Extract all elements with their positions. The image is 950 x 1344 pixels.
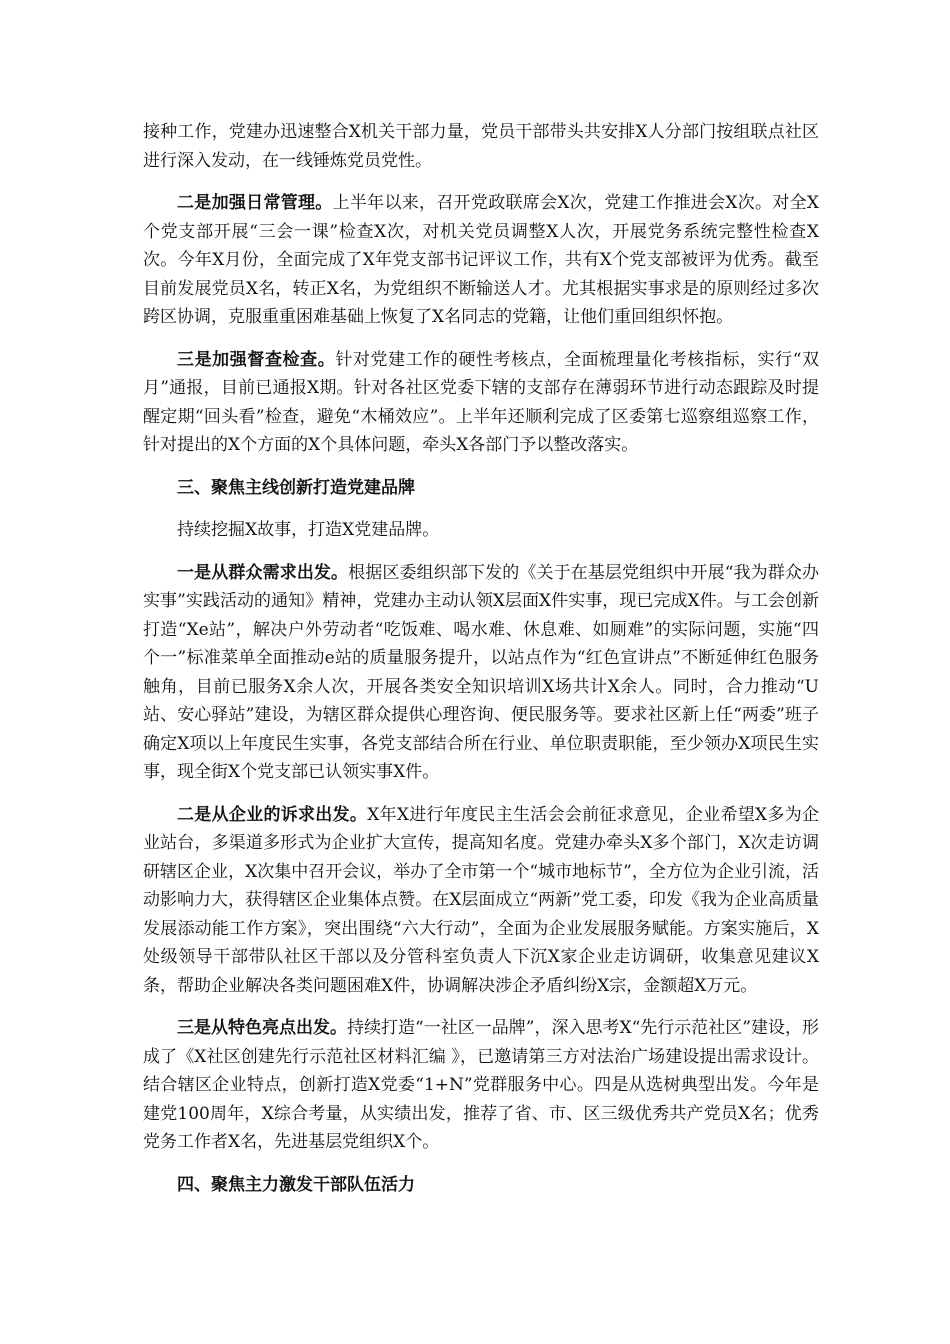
paragraph-text: 上半年以来，召开党政联席会X次，党建工作推进会X次。对全X个党支部开展“三会一课”检查X次，对机关党员调整X人次，开展党务系统完整性检查X次。今年X月份，全面完成了X年党支部书记评议工作，共有X个党支部被评为优秀。截至目前发展党员X名，转正X名，为党组织不断输送人才。尤其根据实事求是的原则经过多次跨区协调，克服重重困难基础上恢复了X名同志的党籍，让他们重回组织怀抱。 [143,193,820,327]
section-heading-3: 三、聚焦主线创新打造党建品牌 [177,477,415,498]
paragraph-text: 持续打造“一社区一品牌”，深入思考X“先行示范社区”建设，形成了《X社区创建先行示范社区材料汇编 》，已邀请第三方对法治广场建设提出需求设计。结合辖区企业特点，创新打造X党委“1+N”党群服务中心。四是从选树典型出发。今年是建党100周年，X综合考量，从实绩出发，推荐了省、市、区三级优秀共产党员X名；优秀党务工作者X名，先进基层党组织X个。 [143,1018,820,1152]
paragraph-vaccination-work [143,118,819,175]
paragraph-enterprise-needs [143,801,819,1001]
paragraph-text: X年X进行年度民主生活会会前征求意见，企业希望X多为企业站台，多渠道多形式为企业扩大宣传，提高知名度。党建办牵头X多个部门，X次走访调研辖区企业，X次集中召开会议，举办了全市第一个“城市地标节”，全方位为企业引流，活动影响力大，获得辖区企业集体点赞。在X层面成立“两新”党工委，印发《我为企业高质量发展添动能工作方案》，突出围绕“六大行动”，全面为企业发展服务赋能。方案实施后，X处级领导干部带队社区干部以及分管科室负责人下沉X家企业走访调研，收集意见建议X条，帮助企业解决各类问题困难X件，协调解决涉企矛盾纠纷X宗，金额超X万元。 [143,804,820,996]
section-heading-4: 四、聚焦主力激发干部队伍活力 [177,1174,415,1195]
paragraph-lead: 二是从企业的诉求出发。 [177,804,368,825]
paragraph-text: 根据区委组织部下发的《关于在基层党组织中开展“我为群众办实事”实践活动的通知》精神，党建办主动认领X层面X件实事，现已完成X件。与工会创新打造“Xe站”，解决户外劳动者“吃饭难、喝水难、休息难、如厕难”的实际问题，实施“四个一”标准菜单全面推动e站的质量服务提升，以站点作为“红色宣讲点”不断延伸红色服务触角，目前已服务X余人次，开展各类安全知识培训X场共计X余人。同时，合力推动“U站、安心驿站”建设，为辖区群众提供心理咨询、便民服务等。要求社区新上任“两委”班子确定X项以上年度民生实事，各党支部结合所在行业、单位职责职能，至少领办X项民生实事，现全街X个党支部已认领实事X件。 [143,562,819,782]
paragraph-daily-management [143,189,819,332]
paragraph-lead: 一是从群众需求出发。 [177,562,349,583]
paragraph-lead: 二是加强日常管理。 [177,193,333,213]
document-body [143,118,819,1213]
paragraph-highlights [143,1014,819,1157]
paragraph-public-needs [143,559,819,787]
paragraph-lead: 三是从特色亮点出发。 [177,1018,348,1038]
paragraph-text: 接种工作，党建办迅速整合X机关干部力量，党员干部带头共安排X人分部门按组联点社区进行深入发动，在一线锤炼党员党性。 [143,122,819,171]
paragraph-text: 持续挖掘X故事，打造X党建品牌。 [177,520,440,540]
paragraph-brand-intro [143,516,819,545]
paragraph-text: 针对党建工作的硬性考核点，全面梳理量化考核指标，实行“双月”通报，目前已通报X期。针对各社区党委下辖的支部存在薄弱环节进行动态跟踪及时提醒定期“回头看”检查，避免“木桶效应”。上半年还顺利完成了区委第七巡察组巡察工作，针对提出的X个方面的X个具体问题，牵头X各部门予以整改落实。 [143,349,819,455]
paragraph-lead: 三是加强督查检查。 [177,349,336,370]
paragraph-inspection [143,346,819,460]
